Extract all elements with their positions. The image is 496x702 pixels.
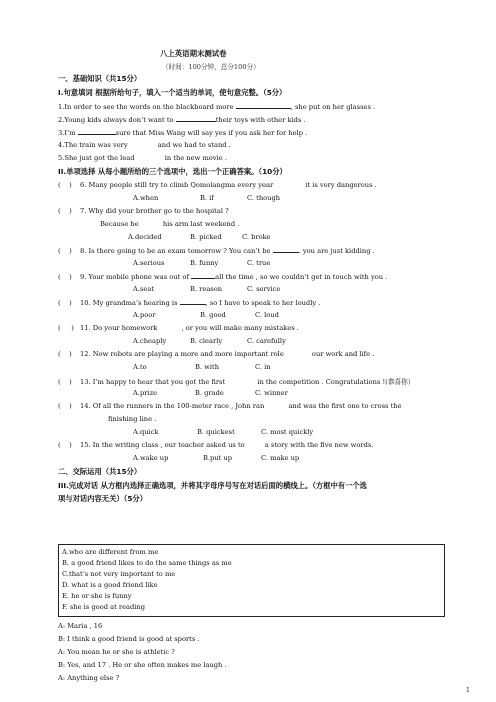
mc-question-7-sub-text: Because he [100,220,139,228]
answer-paren-10[interactable]: ( ) [58,299,72,307]
mc-option-14b[interactable]: B. quickest [197,428,235,436]
fill-item-4-pre: 4.The train was very [58,141,128,149]
fill-item-3 [58,128,307,137]
mc-question-7 [58,207,229,215]
mc-question-6-text2: it is very dangerous . [305,181,377,189]
box-option-d: D. what is a good friend like [62,581,158,589]
mc-option-8c[interactable]: C. true [247,259,271,267]
fill-item-3-post: sure that Miss Wang will say yes if you ask her for help . [115,129,308,137]
mc-question-14-text: 14. Of all the runners in the 100-meter race , John ran [80,402,265,410]
fill-item-1 [58,102,375,111]
mc-question-13 [58,376,415,386]
section2-heading: 二、交际运用（共15分） [58,467,142,476]
dialogue-line-5: A: Anything else ? [58,674,120,682]
answer-paren-8[interactable]: ( ) [58,247,72,255]
mc-question-8 [58,246,375,255]
box-option-e: E. he or she is funny [62,592,132,600]
answer-paren-13[interactable]: ( ) [58,378,72,386]
fill-item-2 [58,115,306,124]
box-option-c: C.that’s not very important to me [62,570,176,578]
fill-item-5 [58,154,227,162]
box-option-b: B. a good friend likes to do the same things as me [62,559,232,567]
part2-heading: II.单项选择 从每小题所给的三个选项中，选出一个正确答案。（10分） [58,167,287,176]
dialogue-line-3: A: You mean he or she is athletic ? [58,648,175,656]
mc-option-13c[interactable]: C. winner [255,389,288,397]
part3-heading-line1: III.完成对话 从方框内选择正确选项，并将其字母序号写在对话后面的横线上。（方框中有一个选 [58,481,367,490]
box-option-a: A.who are different from me [62,548,159,556]
mc-question-8-text: 8. Is there going to be an exam tomorrow ? You can’t be [80,247,271,255]
mc-option-14c[interactable]: C. most quickly [261,428,314,436]
dialogue-line-4: B: Yes, and 17 . He or she often makes me laugh . [58,661,227,669]
mc-question-11-text: 11. Do your homework [80,324,158,332]
fill-item-5-post: in the new movie . [164,154,227,162]
mc-question-15-text: 15. In the writing class , our teacher asked us to [80,441,245,449]
page-number: 1 [466,687,470,694]
mc-question-10-text: 10. My grandma’s hearing is [80,299,178,307]
mc-option-8b[interactable]: B. funny [190,259,219,267]
answer-paren-7[interactable]: ( ) [58,207,72,215]
mc-question-15-text2: a story with the five new words. [264,441,374,449]
mc-option-9a[interactable]: A.seat [133,285,155,293]
mc-option-6b[interactable]: B. if [200,194,214,202]
mc-option-6a[interactable]: A.when [133,194,159,202]
part3-heading-line2: 项与对话内容无关）（5分） [58,494,147,503]
mc-option-7b[interactable]: B. picked [190,233,222,241]
fill-item-4 [58,141,231,149]
mc-question-15 [58,441,373,449]
part1-heading: I.句意填词 根据所给句子，填入一个适当的单词，使句意完整。（5分） [58,88,287,97]
fill-item-2-post: their toys with other kids . [215,116,306,124]
fill-blank-3[interactable] [78,128,116,135]
mc-question-10-text2: , so I have to speak to her loudly . [205,299,321,307]
mc-option-14a[interactable]: A.quick [133,428,159,436]
mc-option-10a[interactable]: A.poor [133,311,156,319]
answer-paren-12[interactable]: ( ) [58,350,72,358]
fill-blank-1[interactable] [236,102,291,109]
mc-question-13-text: 13. I’m happy to hear that you got the first [80,378,226,386]
mc-question-6 [58,181,377,189]
mc-option-13a[interactable]: A.prize [133,389,158,397]
mc-option-6c[interactable]: C. though [247,194,281,202]
mc-option-9b[interactable]: B. reason [190,285,223,293]
mc-question-12-text2: our work and life . [311,350,375,358]
mc-question-12 [58,350,374,358]
options-box [58,544,445,617]
mc-question-9-text: 9. Your mobile phone was out of [80,273,189,281]
mc-question-11-text2: , or you will make many mistakes . [181,324,299,332]
fill-item-1-pre: 1.In order to see the words on the blackboard more [58,103,234,111]
mc-option-11c[interactable]: C. carefully [247,337,286,345]
fill-blank-2[interactable] [176,115,216,122]
mc-option-15c[interactable]: C. make up [261,454,300,462]
mc-question-14-text3: finishing line . [108,415,157,423]
fill-item-5-pre: 5.She just got the lead [58,154,135,162]
mc-question-12-text: 12. Now robots are playing a more and more important role [80,350,284,358]
fill-item-3-pre: 3.I’m [58,129,76,137]
mc-option-9c[interactable]: C. service [247,285,281,293]
fill-item-2-pre: 2.Young kids always don’t want to [58,116,174,124]
mc-option-10b[interactable]: B. good [200,311,226,319]
fill-item-1-post: , she put on her glasses . [290,103,376,111]
fill-item-4-post: and we had to stand . [157,141,231,149]
mc-question-11 [58,324,299,332]
mc-question-6-text: 6. Many people still try to climb Qomolangma every year [80,181,274,189]
answer-paren-14[interactable]: ( ) [58,402,72,410]
mc-option-7c[interactable]: C. broke [242,233,271,241]
mc-option-15a[interactable]: A.wake up [133,454,169,462]
answer-paren-11[interactable]: ( ) [58,324,74,332]
mc-question-7-sub-text2: his arm last weekend . [162,220,240,228]
mc-question-7-sub [100,220,239,228]
mc-question-14 [58,402,438,410]
mc-option-10c[interactable]: C. loud [255,311,279,319]
section1-heading: 一、基础知识（共15分） [58,74,142,83]
mc-question-8-text2: . you are just kidding . [298,247,375,255]
mc-blank-8 [273,246,299,253]
dialogue-line-2: B: I think a good friend is good at sports . [58,635,200,643]
mc-question-9 [58,272,387,281]
answer-paren-9[interactable]: ( ) [58,273,72,281]
mc-option-15b[interactable]: B.put up [203,454,233,462]
dialogue-line-1: A: Maria , 16 [58,622,103,630]
page-subtitle: （时间：100分钟，总分100分） [162,63,260,71]
mc-question-13-text2: in the competition . Congratulations !(恭喜你） [257,378,415,386]
answer-paren-6[interactable]: ( ) [58,181,72,189]
mc-option-12a[interactable]: A.to [133,363,147,371]
mc-option-11a[interactable]: A.cheaply [133,337,167,345]
mc-option-13b[interactable]: B. grade [195,389,224,397]
mc-blank-9 [191,272,215,279]
mc-question-7-text: 7. Why did your brother go to the hospital ? [80,207,229,215]
mc-question-9-text2: all the time , so we couldn’t get in touch with you . [215,273,388,281]
box-option-f: F. she is good at reading [62,603,146,611]
mc-option-7a[interactable]: A.decided [128,233,162,241]
mc-question-14-text2: and was the first one to cross the [288,402,402,410]
page-title: 八上英语期末测试卷 [160,49,227,58]
mc-option-8a[interactable]: A.serious [133,259,165,267]
mc-option-12b[interactable]: B. with [195,363,220,371]
mc-option-11b[interactable]: B. clearly [190,337,223,345]
mc-option-12c[interactable]: C. in [255,363,271,371]
mc-question-10 [58,298,320,307]
answer-paren-15[interactable]: ( ) [58,441,72,449]
mc-blank-10 [180,298,206,305]
